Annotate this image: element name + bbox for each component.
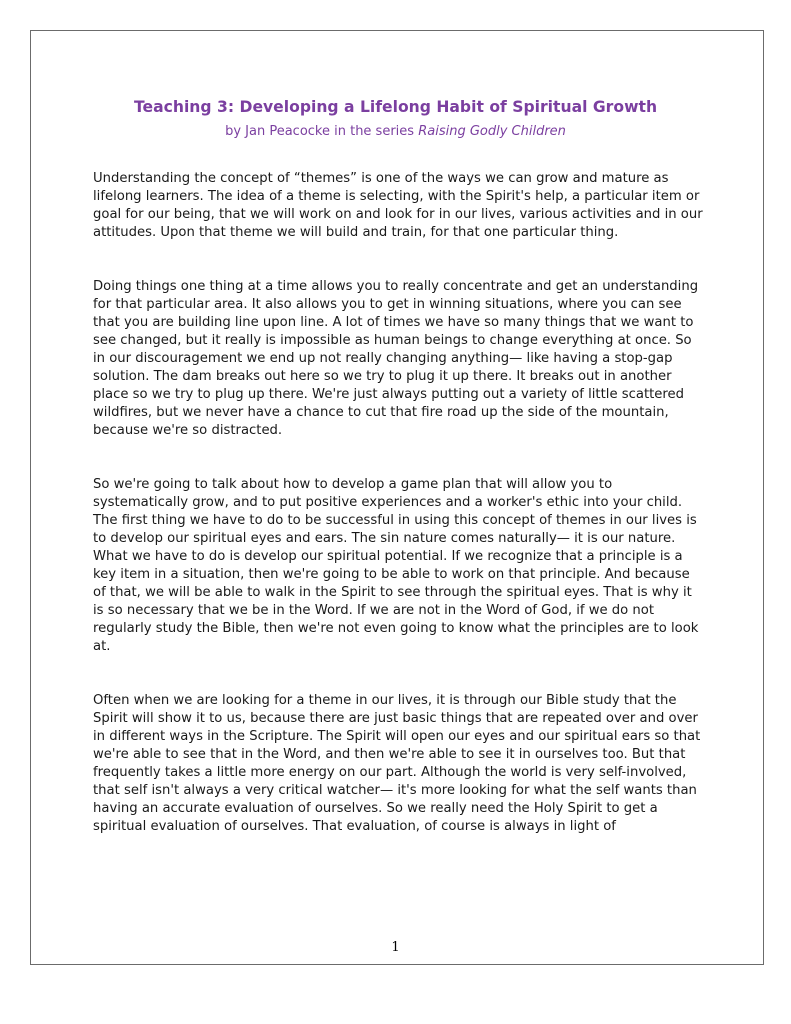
page-number: 1 xyxy=(391,940,400,955)
paragraph-3: So we're going to talk about how to develop a game plan that will allow you to systematically grow, and to put positive experiences and a worker's ethic into your child. The first thing we have to do to be successful in using this concept of themes in our lives is to develop our spiritual eyes and ears. The sin nature comes naturally— it is our nature. What we have to do is develop our spiritual potential. If we recognize that a principle is a key item in a situation, then we're going to be able to work on that principle. And because of that, we will be able to walk in the Spirit to see through the spiritual eyes. That is why it is so necessary that we be in the Word. If we are not in the Word of God, if we do not regularly study the Bible, then we're not even going to know what the principles are to look at. xyxy=(93,477,699,654)
document-title: Teaching 3: Developing a Lifelong Habit of Spiritual Growth xyxy=(133,98,658,116)
document-byline xyxy=(0,124,791,139)
byline-author: by Jan Peacocke in the series xyxy=(225,124,419,139)
paragraph-1: Understanding the concept of “themes” is one of the ways we can grow and mature as lifelong learners. The idea of a theme is selecting, with the Spirit's help, a particular item or goal for our being, that we will work on and look for in our lives, various activities and in our attitudes. Upon that theme we will build and train, for that one particular thing. xyxy=(93,171,703,240)
document-body xyxy=(93,170,705,872)
paragraph-4: Often when we are looking for a theme in our lives, it is through our Bible study that the Spirit will show it to us, because there are just basic things that are repeated over and over in different ways in the Scripture. The Spirit will open our eyes and our spiritual ears so that we're able to see that in the Word, and then we're able to see it in ourselves too. But that frequently takes a little more energy on our part. Although the world is very self-involved, that self isn't always a very critical watcher— it's more looking for what the self wants than having an accurate evaluation of ourselves. So we really need the Holy Spirit to get a spiritual evaluation of ourselves. That evaluation, of course is always in light of xyxy=(93,693,701,834)
byline-series: Raising Godly Children xyxy=(418,124,566,139)
paragraph-2: Doing things one thing at a time allows you to really concentrate and get an understanding for that particular area. It also allows you to get in winning situations, where you can see that you are building line upon line. A lot of times we have so many things that we want to see changed, but it really is impossible as human beings to change everything at once. So in our discouragement we end up not really changing anything— like having a stop-gap solution. The dam breaks out here so we try to plug it up there. It breaks out in another place so we try to plug up there. We're just always putting out a variety of little scattered wildfires, but we never have a chance to cut that fire road up the side of the mountain, because we're so distracted. xyxy=(93,279,699,438)
